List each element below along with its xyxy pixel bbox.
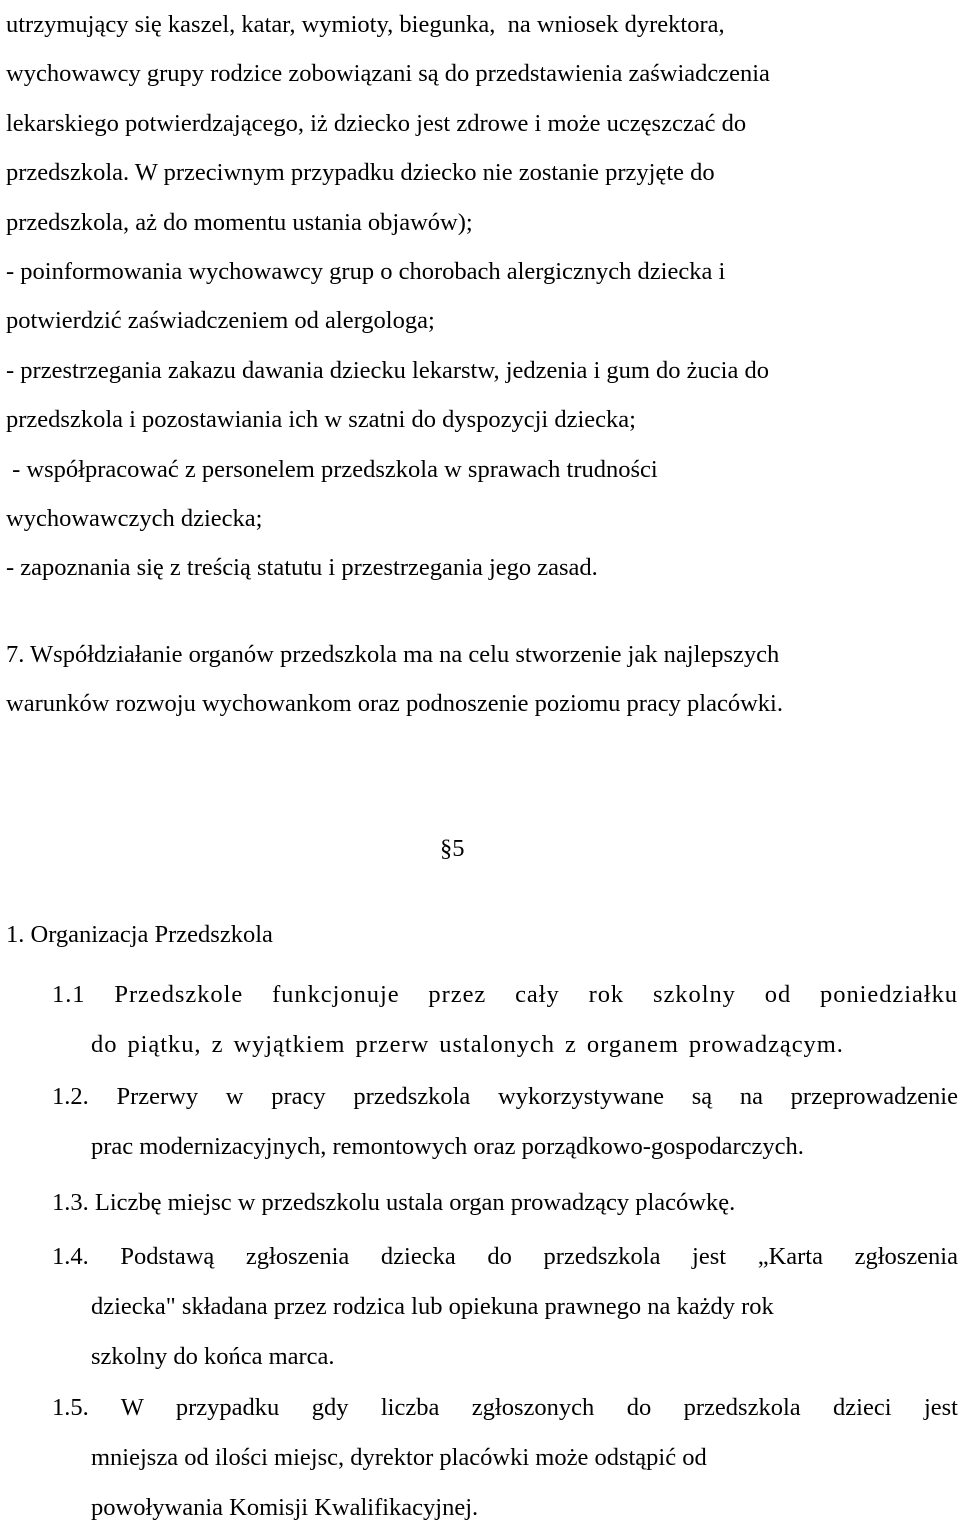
text-line: utrzymujący się kaszel, katar, wymioty, biegunka, na wniosek dyrektora, [6, 11, 725, 38]
section-mark: §5 [440, 835, 465, 862]
text-line: - przestrzegania zakazu dawania dziecku lekarstw, jedzenia i gum do żucia do [6, 356, 769, 384]
subsection-first-line: 1.2. Przerwy w pracy przedszkola wykorzystywane są na przeprowadzenie [52, 1083, 958, 1110]
subsection-1-5 [52, 1383, 958, 1533]
subsection-first-line: 1.3. Liczbę miejsc w przedszkolu ustala organ prowadzący placówkę. [52, 1189, 736, 1216]
subsection-first-line: 1.1 Przedszkole funkcjonuje przez cały rok szkolny od poniedziałku [52, 981, 958, 1008]
subsection-first-line: 1.5. W przypadku gdy liczba zgłoszonych do przedszkola dzieci jest [52, 1394, 958, 1421]
subsection-first-line: 1.4. Podstawą zgłoszenia dziecka do przedszkola jest „Karta zgłoszenia [52, 1243, 958, 1270]
text-line: wychowawcy grupy rodzice zobowiązani są do przedstawienia zaświadczenia [6, 60, 770, 88]
subsection-line: dziecka" składana przez rodzica lub opiekuna prawnego na każdy rok [91, 1293, 774, 1320]
subsection-line: prac modernizacyjnych, remontowych oraz porządkowo-gospodarczych. [91, 1133, 804, 1160]
subsection-1-1 [52, 970, 958, 1070]
text-line: potwierdzić zaświadczeniem od alergologa; [6, 307, 435, 335]
subsection-line: szkolny do końca marca. [91, 1343, 335, 1370]
section-heading: 1. Organizacja Przedszkola [6, 921, 273, 948]
subsection-line: powoływania Komisji Kwalifikacyjnej. [91, 1494, 479, 1521]
text-line: wychowawczych dziecka; [6, 505, 263, 533]
text-line: - współpracować z personelem przedszkola w sprawach trudności [6, 455, 658, 483]
text-line: przedszkola i pozostawiania ich w szatni do dyspozycji dziecka; [6, 406, 636, 434]
text-line: warunków rozwoju wychowankom oraz podnoszenie poziomu pracy placówki. [6, 690, 783, 718]
text-line: - zapoznania się z treścią statutu i przestrzegania jego zasad. [6, 554, 598, 582]
subsection-1-3 [52, 1178, 958, 1228]
subsection-line: mniejsza od ilości miejsc, dyrektor placówki może odstąpić od [91, 1444, 707, 1471]
text-line: przedszkola, aż do momentu ustania objawów); [6, 208, 473, 236]
text-line: lekarskiego potwierdzającego, iż dziecko jest zdrowe i może uczęszczać do [6, 109, 747, 137]
parent-obligations-continuation [6, 0, 946, 593]
text-line: przedszkola. W przeciwnym przypadku dziecko nie zostanie przyjęte do [6, 159, 715, 187]
subsection-1-4 [52, 1232, 958, 1382]
point-7 [6, 630, 946, 729]
subsection-1-2 [52, 1072, 958, 1172]
text-line: - poinformowania wychowawcy grup o chorobach alergicznych dziecka i [6, 258, 726, 286]
text-line: 7. Współdziałanie organów przedszkola ma na celu stworzenie jak najlepszych [6, 641, 780, 668]
subsection-line: do piątku, z wyjątkiem przerw ustalonych z organem prowadzącym. [91, 1031, 844, 1058]
